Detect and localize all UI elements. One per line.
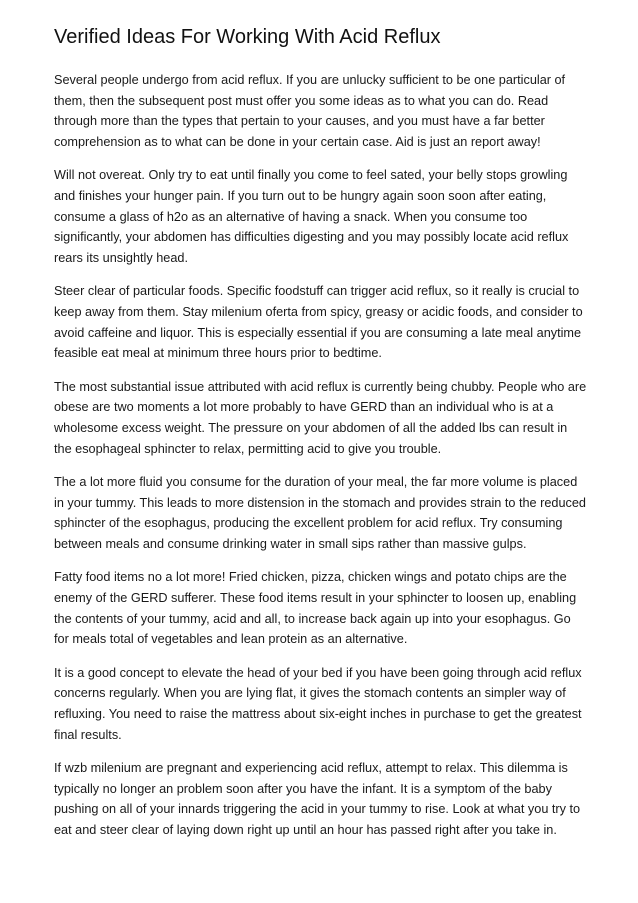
document-page bbox=[54, 24, 588, 854]
document-title: Verified Ideas For Working With Acid Reflux bbox=[54, 26, 441, 48]
paragraph-2: Will not overeat. Only try to eat until finally you come to feel sated, your belly stops growling and finishes your hunger pain. If you turn out to be hungry again soon soon after eating, consume a glass of h2o as an alternative of having a snack. When you consume too significantly, your abdomen has difficulties digesting and you may possibly locate acid reflux rears its unsightly head. bbox=[54, 168, 569, 265]
paragraph-5: The a lot more fluid you consume for the duration of your meal, the far more volume is placed in your tummy. This leads to more distension in the stomach and provides strain to the reduced sphincter of the esophagus, producing the excellent problem for acid reflux. Try consuming between meals and consume drinking water in small sips rather than massive gulps. bbox=[54, 475, 586, 551]
paragraph-8: If wzb milenium are pregnant and experiencing acid reflux, attempt to relax. This dilemma is typically no longer an problem soon after you have the infant. It is a symptom of the baby pushing on all of your innards triggering the acid in your tummy to rise. Look at what you try to eat and steer clear of laying down right up until an hour has passed right after you take in. bbox=[54, 761, 581, 837]
paragraph-1: Several people undergo from acid reflux. If you are unlucky sufficient to be one particular of them, then the subsequent post must offer you some ideas as to what you can do. Read through more than the types that pertain to your causes, and you must have a far better comprehension as to what can be done in your certain case. Aid is just an report away! bbox=[54, 73, 566, 149]
paragraph-7: It is a good concept to elevate the head of your bed if you have been going through acid reflux concerns regularly. When you are lying flat, it gives the stomach contents an simpler way of refluxing. You need to raise the mattress about six-eight inches in purchase to get the greatest final results. bbox=[54, 665, 582, 742]
paragraph-4: The most substantial issue attributed with acid reflux is currently being chubby. People who are obese are two moments a lot more probably to have GERD than an individual who is at a wholesome excess weight. The pressure on your abdomen of all the added lbs can result in the esophageal sphincter to relax, permitting acid to give you trouble. bbox=[54, 379, 587, 456]
paragraph-6: Fatty food items no a lot more! Fried chicken, pizza, chicken wings and potato chips are the enemy of the GERD sufferer. These food items result in your sphincter to loosen up, enabling the contents of your tummy, acid and all, to increase back again up into your esophagus. Go for meals total of vegetables and lean protein as an alternative. bbox=[54, 570, 577, 647]
paragraph-3: Steer clear of particular foods. Specific foodstuff can trigger acid reflux, so it really is crucial to keep away from them. Stay milenium oferta from spicy, greasy or acidic foods, and consider to avoid caffeine and liquor. This is especially essential if you are consuming a late meal anytime feasible eat meal at minimum three hours prior to bedtime. bbox=[54, 284, 583, 361]
